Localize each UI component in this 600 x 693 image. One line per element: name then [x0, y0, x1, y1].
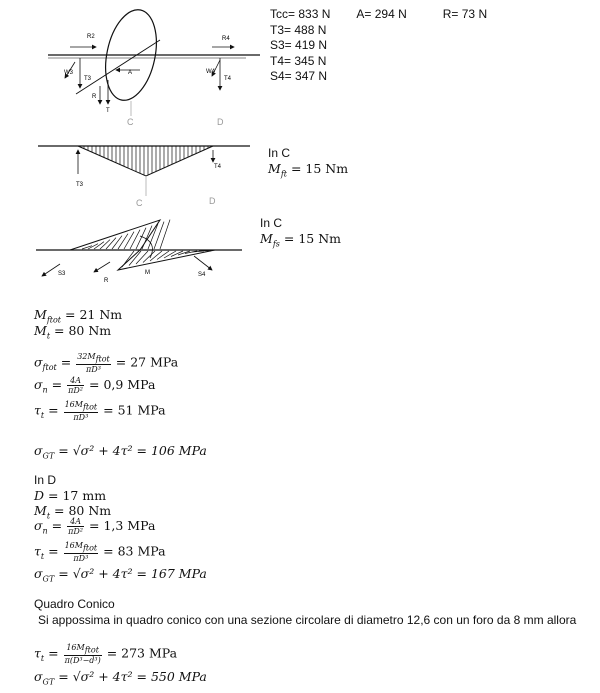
- label-w4: W4: [206, 69, 215, 75]
- label-r-2: R: [104, 278, 109, 284]
- sigma-gt-eq: $\sigma_{GT} = √\sigma^2 + 4\tau^2 = 106$ MPa: [34, 443, 207, 461]
- section-d-title: In D: [34, 473, 57, 487]
- section-d-tau-t: $\tau_t$ = $\frac{16M_{ftot}}{\text{πD³}}$ = 83 MPa: [34, 541, 166, 563]
- label-s3: S3: [58, 271, 66, 277]
- quadro-sigma-gt: $\sigma_{GT} = √\sigma^2 + 4\tau^2 = 550$ MPa: [34, 669, 207, 687]
- section-c2-title: In C: [260, 216, 283, 230]
- section-d-mt: $M_t = 80$ Nm: [34, 503, 112, 521]
- label-s4: S4: [198, 272, 206, 278]
- tcc-value: Tcc= 833 N: [270, 7, 331, 21]
- label-t3-2: T3: [76, 182, 84, 188]
- mt-eq: $M_t = 80$ Nm: [34, 323, 112, 341]
- label-m: M: [145, 270, 150, 276]
- section-d-sigma-gt: $\sigma_{GT} = √\sigma^2 + 4\tau^2 = 167$ MPa: [34, 566, 207, 584]
- r-value: R= 73 N: [442, 7, 488, 21]
- quadro-text: Si appossima in quadro conico con una sezione circolare di diametro 12,6 con un foro da 8 mm allora: [38, 613, 577, 627]
- tau-t-eq: $\tau_t$ = $\frac{16M_{ftot}}{\text{πD³}}$ = 51 MPa: [34, 400, 166, 422]
- section-c2: In C $M_{fs} = 15$ Nm: [260, 216, 341, 249]
- section-d-sigma-n: $\sigma_n$ = $\frac{4A}{\text{πD²}}$ = 1,3 MPa: [34, 517, 156, 536]
- label-t4-2: T4: [214, 164, 222, 170]
- shaft-gear-diagram: [0, 0, 260, 130]
- moment-diagram-horizontal: [0, 212, 260, 292]
- label-r2: R2: [87, 34, 95, 40]
- force-values: [270, 7, 487, 85]
- label-d-2: D: [209, 196, 216, 206]
- mftot-eq: $M_{ftot} = 21$ Nm: [34, 307, 123, 325]
- sigma-ftot-eq: $\sigma_{ftot}$ = $\frac{32M_{ftot}}{\text{πD³}}$ = 27 MPa: [34, 352, 179, 374]
- t4-value: T4= 345 N: [270, 53, 327, 68]
- label-c-1: C: [127, 117, 134, 127]
- label-t4: T4: [224, 76, 232, 82]
- quadro-title: Quadro Conico: [34, 597, 115, 611]
- label-d-1: D: [217, 117, 224, 127]
- t3-value: T3= 488 N: [270, 22, 327, 37]
- label-t3: T3: [84, 76, 92, 82]
- s4-value: S4= 347 N: [270, 69, 328, 83]
- moment-diagram-vertical: [0, 136, 260, 216]
- label-r: R: [92, 94, 97, 100]
- label-r4: R4: [222, 36, 230, 42]
- section-c1: In C $M_{ft} = 15$ Nm: [268, 146, 349, 179]
- section-c1-title: In C: [268, 146, 291, 160]
- s3-value: S3= 419 N: [270, 38, 328, 52]
- label-c-2: C: [136, 198, 143, 208]
- quadro-tau-t: $\tau_t$ = $\frac{16M_{ftot}}{\text{π(D³−d³)}}$ = 273 MPa: [34, 643, 178, 665]
- label-a: A: [128, 70, 133, 76]
- section-d-diameter: D = 17 mm: [34, 488, 107, 503]
- sigma-n-eq: $\sigma_n$ = $\frac{4A}{\text{πD²}}$ = 0,9 MPa: [34, 376, 156, 395]
- label-t: T: [106, 108, 110, 114]
- a-value: A= 294 N: [356, 7, 407, 21]
- label-w3: W3: [64, 70, 73, 76]
